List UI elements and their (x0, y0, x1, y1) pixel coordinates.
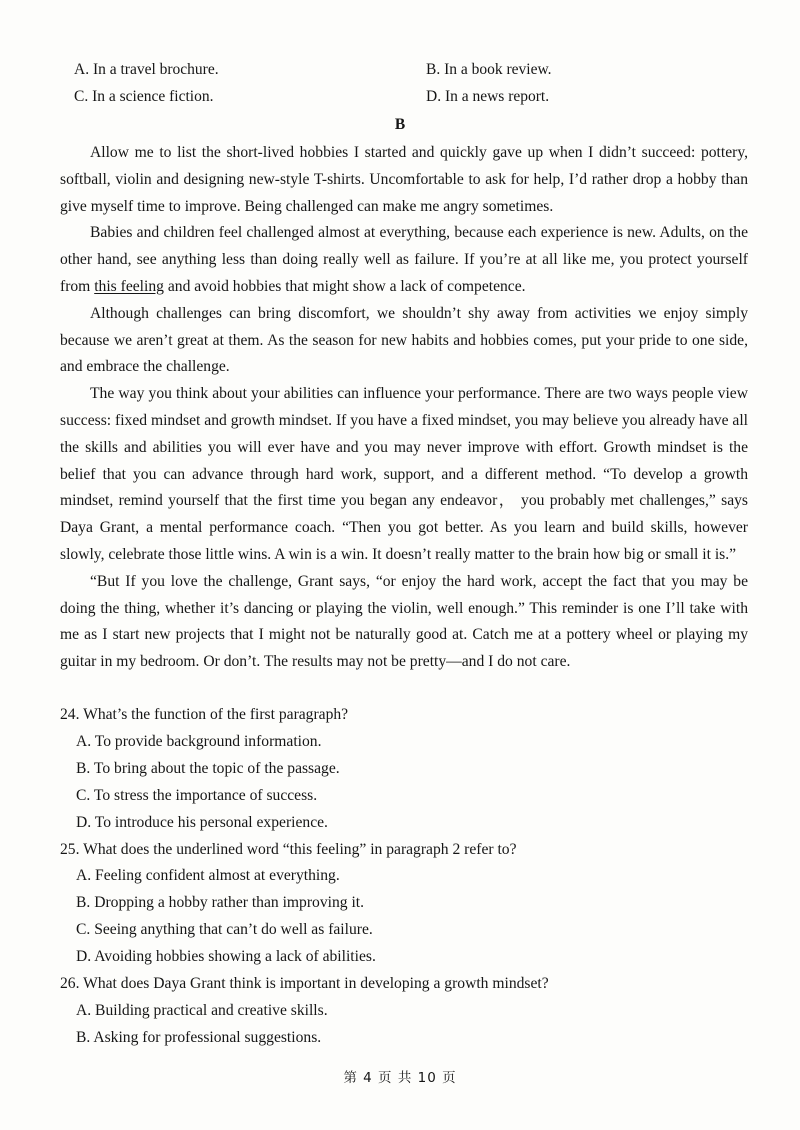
paragraph-2 (60, 220, 748, 300)
option-c: C. In a science fiction. (74, 88, 214, 105)
answer-option: A. To provide background information. (76, 732, 322, 750)
option-a: A. In a travel brochure. (74, 61, 219, 78)
answer-option: C. Seeing anything that can’t do well as failure. (76, 921, 373, 939)
answer-option: A. Feeling confident almost at everything. (76, 867, 340, 885)
page-number-footer: 第 4 页 共 10 页 (343, 1070, 457, 1086)
question-26 (60, 971, 760, 1052)
answer-option: C. To stress the importance of success. (76, 786, 318, 804)
question-stem: 25. What does the underlined word “this feeling” in paragraph 2 refer to? (60, 840, 517, 858)
answer-option: B. To bring about the topic of the passage. (76, 759, 340, 777)
paragraph-2-text-end: and avoid hobbies that might show a lack of competence. (163, 277, 526, 295)
option-d: D. In a news report. (426, 88, 550, 105)
paragraph-3: Although challenges can bring discomfort, we shouldn’t shy away from activities we enjoy simply because we aren’t great at them. As the season for new habits and hobbies comes, put your pride to one side, and embrace the challenge. (60, 304, 748, 376)
paragraph-5: “But If you love the challenge, Grant says, “or enjoy the hard work, accept the fact that you may be doing the thing, whether it’s dancing or playing the violin, well enough.” This reminder is one I’ll take with me as I start new projects that I might not be naturally good at. Catch me at a pottery wheel or playing my guitar in my bedroom. Or don’t. The results may not be pretty—and I do not care. (60, 572, 748, 671)
answer-option: D. Avoiding hobbies showing a lack of abilities. (76, 948, 376, 966)
question-stem: 26. What does Daya Grant think is important in developing a growth mindset? (60, 975, 549, 993)
answer-option: A. Building practical and creative skills. (76, 1001, 328, 1019)
answer-option: B. Asking for professional suggestions. (76, 1028, 322, 1046)
answer-option: D. To introduce his personal experience. (76, 813, 328, 831)
question-list (60, 702, 760, 1052)
underlined-phrase: this feeling (94, 277, 164, 295)
paragraph-4: The way you think about your abilities can influence your performance. There are two ways people view success: fixed mindset and growth mindset. If you have a fixed mindset, you may believe you already have all the skills and abilities you will ever have and you may never improve with effort. Growth mindset is the belief that you can advance through hard work, support, and a different method. “To develop a growth mindset, remind yourself that the first time you began any endeavor， you probably met challenges,” says Daya Grant, a mental performance coach. “Then you got better. As you learn and build skills, however slowly, celebrate those little wins. A win is a win. It doesn’t really matter to the brain how big or small it is.” (60, 385, 748, 563)
question-24 (60, 702, 760, 837)
paragraph-1: Allow me to list the short-lived hobbies I started and quickly gave up when I didn’t succeed: pottery, softball, violin and designing new-style T-shirts. Uncomfortable to ask for help, I’d rather drop a hobby than give myself time to improve. Being challenged can make me angry sometimes. (60, 144, 748, 215)
paragraph-2-text-start: Babies and children feel challenged almost at everything, because each experience is new. Adults, on the other hand, see anything less than doing really well as failure. If you’re at all like me, you protect yourself from (60, 224, 748, 295)
answer-option: B. Dropping a hobby rather than improving it. (76, 894, 365, 912)
reading-passage (60, 140, 748, 676)
section-heading: B (394, 116, 406, 133)
question-25 (60, 837, 760, 972)
option-b: B. In a book review. (426, 61, 552, 78)
question-stem: 24. What’s the function of the first paragraph? (60, 706, 349, 723)
